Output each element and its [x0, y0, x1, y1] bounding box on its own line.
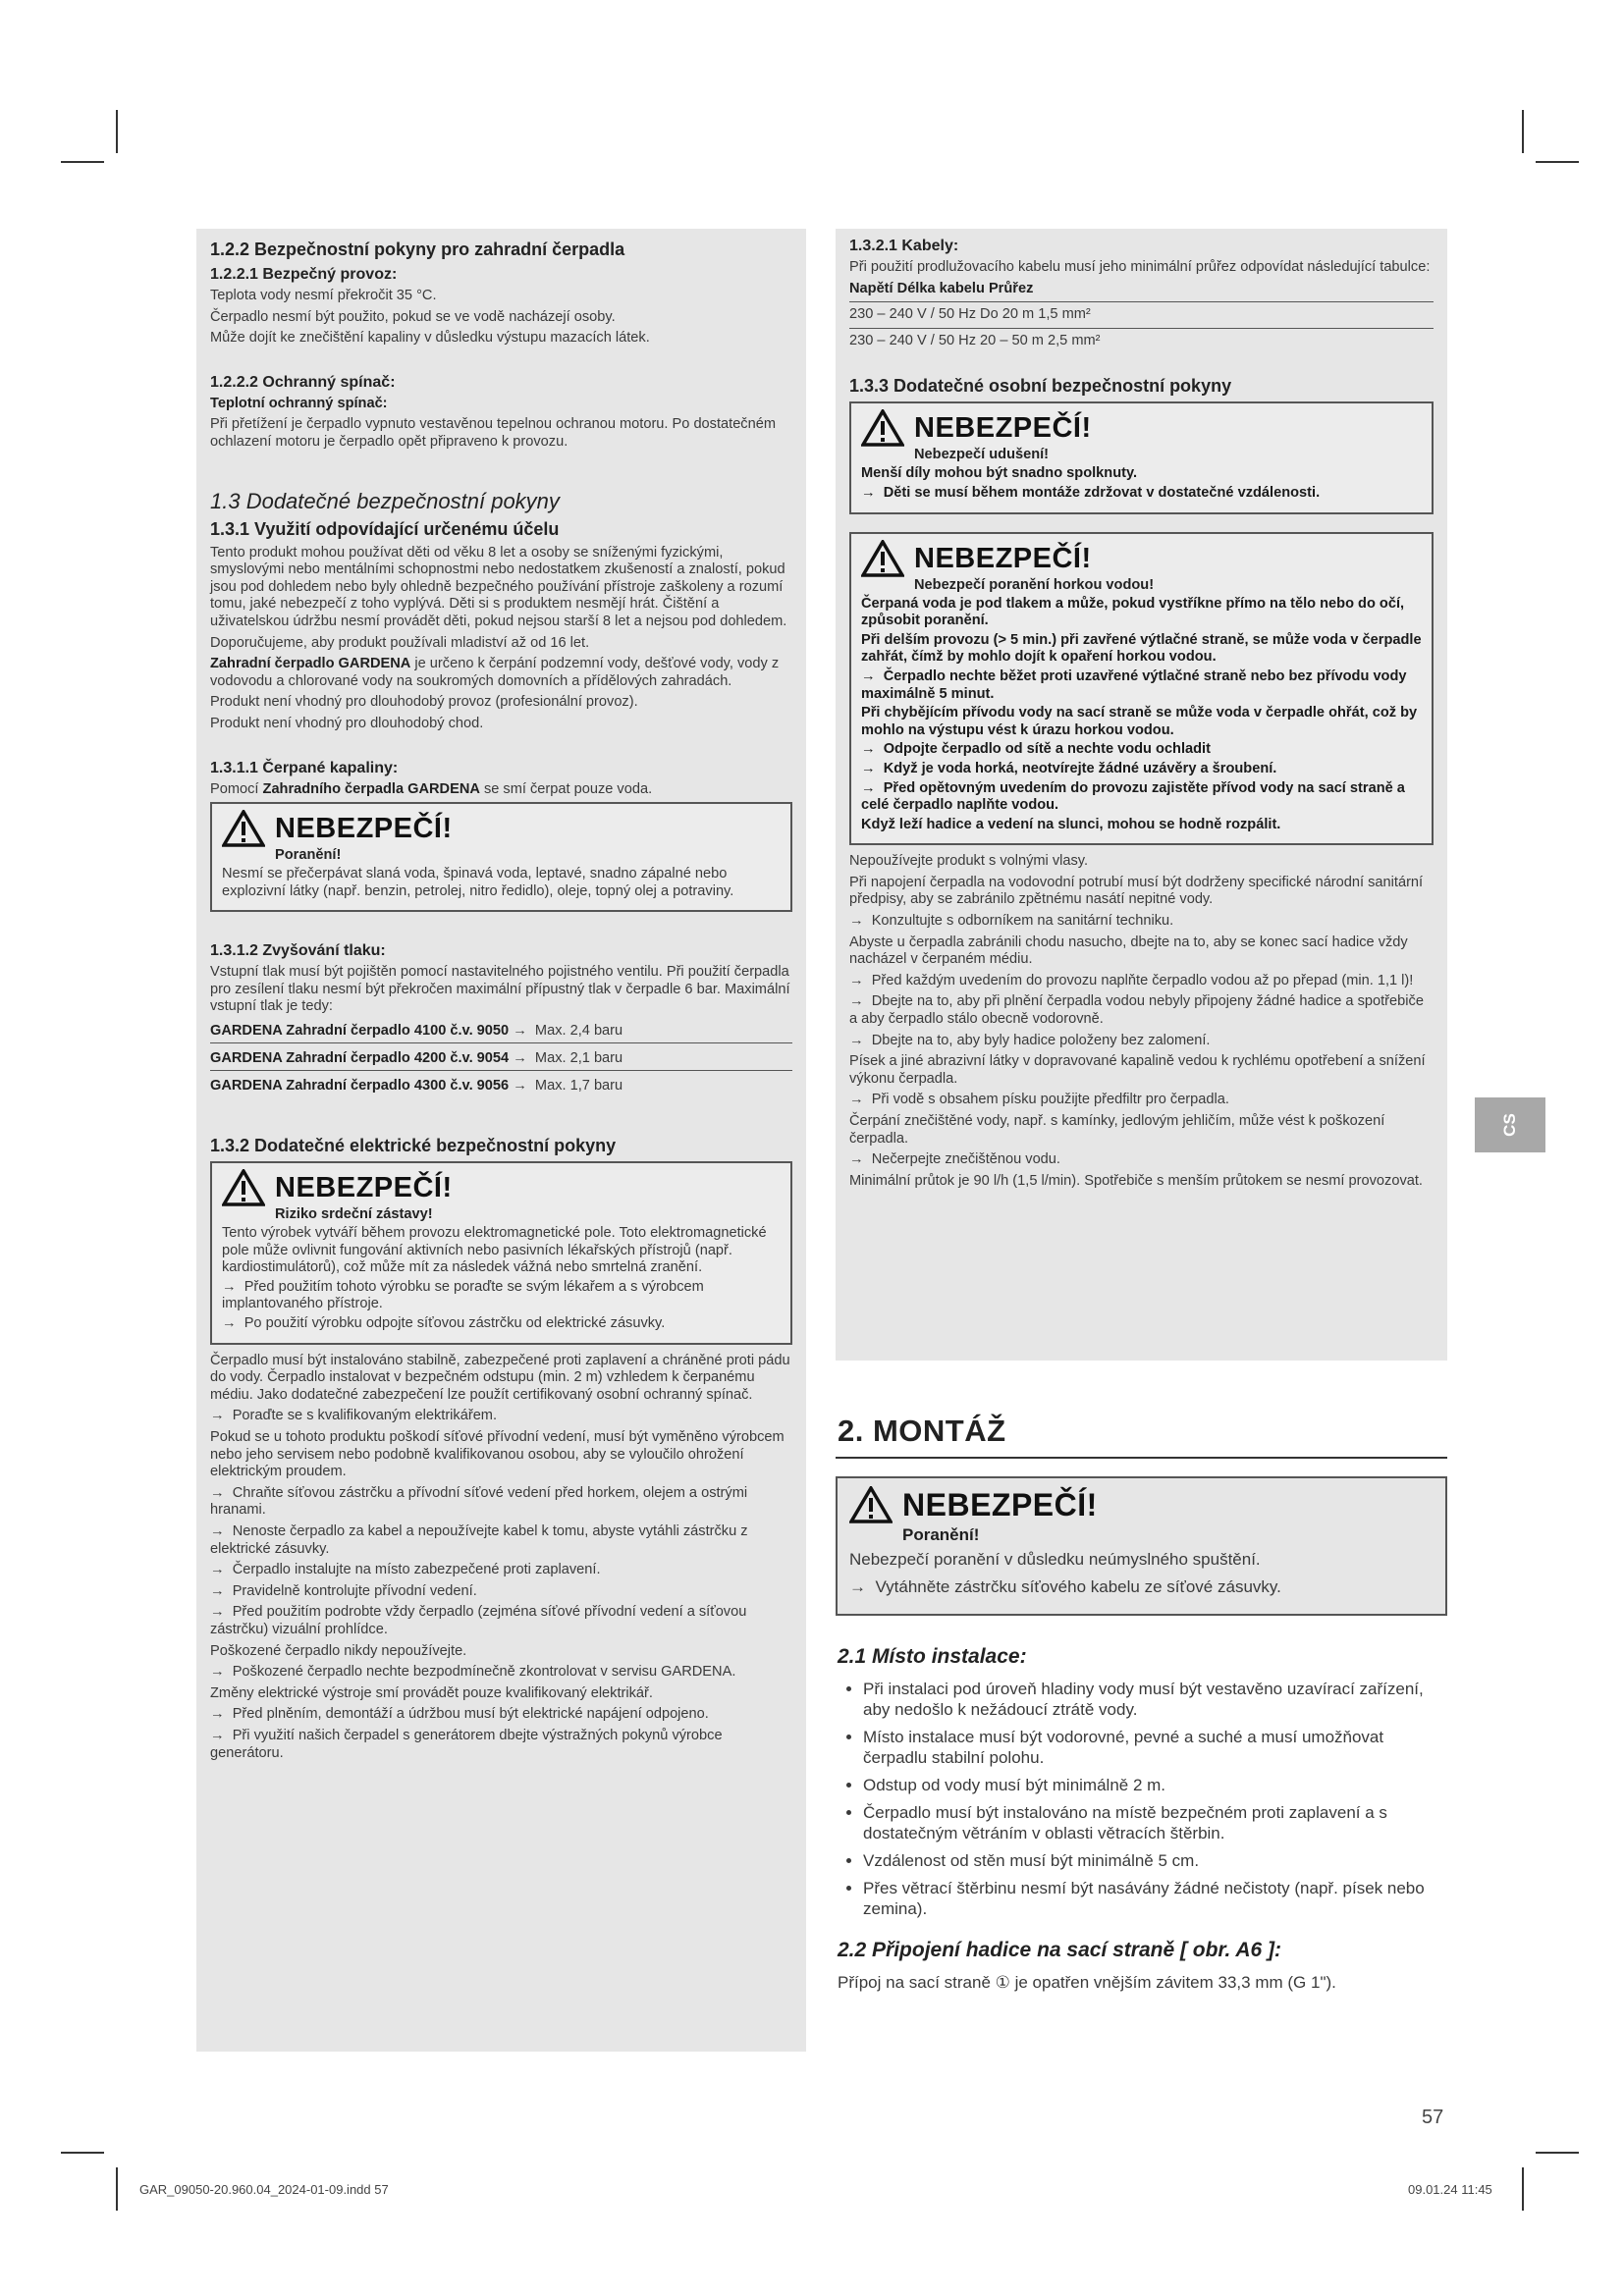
instruction: → Poraďte se s kvalifikovaným elektrikářem.: [210, 1408, 792, 1425]
list-item: • Vzdálenost od stěn musí být minimálně 5 cm.: [863, 1850, 1447, 1871]
installation-list: [836, 1679, 1447, 1919]
cable-table-header: Napětí Délka kabelu Průřez: [849, 280, 1034, 296]
paragraph: Zahradní čerpadlo GARDENA je určeno k čerpání podzemní vody, dešťové vody, vody z vodovodu a chlorované vody na soukromých domovních a přídělových zahradách.: [210, 656, 780, 689]
right-column: [836, 229, 1447, 1361]
footer-file-info: GAR_09050-20.960.04_2024-01-09.indd 57: [139, 2182, 389, 2197]
paragraph: Změny elektrické výstroje smí provádět pouze kvalifikovaný elektrikář.: [210, 1684, 653, 1701]
list-item: • Místo instalace musí být vodorovné, pevné a suché a musí umožňovat čerpadlu stabilní polohu.: [863, 1727, 1447, 1768]
cable-table-row: 230 – 240 V / 50 Hz 20 – 50 m 2,5 mm²: [849, 332, 1101, 348]
instruction: → Poškozené čerpadlo nechte bezpodmínečně zkontrolovat v servisu GARDENA.: [210, 1664, 792, 1682]
paragraph: Tento produkt mohou používat děti od věku 8 let a osoby se sníženými fyzickými, smyslovými nebo mentálními schopnostmi nebo nedostatkem zkušeností a znalostí, pokud jsou pod dohledem nebo byly ohledně bezpečného používání přístroje zaškoleny a rozumí tomu, jaké nebezpečí z toho vyplývá. Děti si s produktem nesmějí hrát. Čištění a uživatelskou údržbu nesmí provádět děti, pokud nejsou starší 8 let a nejsou pod dohledem.: [210, 544, 787, 629]
heading-1-3-2-1: 1.3.2.1 Kabely:: [849, 238, 959, 254]
danger-text: Když leží hadice a vedení na slunci, mohou se hodně rozpálit.: [861, 816, 1281, 832]
paragraph: Písek a jiné abrazivní látky v dopravované kapalině vedou k rychlému opotřebení a snížení výkonu čerpadla.: [849, 1053, 1426, 1087]
danger-title: NEBEZPEČÍ!: [275, 1172, 453, 1204]
paragraph: Produkt není vhodný pro dlouhodobý chod.: [210, 715, 484, 731]
list-item: • Přes větrací štěrbinu nesmí být nasávány žádné nečistoty (např. písek nebo zemina).: [863, 1878, 1447, 1919]
paragraph: Čerpání znečištěné vody, např. s kamínky, jedlovým jehličím, může vést k poškození čerpadla.: [849, 1113, 1385, 1147]
instruction: → Při využití našich čerpadel s generátorem dbejte výstražných pokynů výrobce generátoru.: [210, 1728, 792, 1762]
paragraph: Minimální průtok je 90 l/h (1,5 l/min). Spotřebiče s menším průtokem se nesmí provozovat.: [849, 1172, 1423, 1189]
danger-text: Čerpaná voda je pod tlakem a může, pokud vystříkne přímo na tělo nebo do očí, způsobit poranění.: [861, 595, 1405, 629]
danger-title: NEBEZPEČÍ!: [902, 1487, 1098, 1522]
left-column: [196, 229, 806, 2052]
warning-triangle-icon: [861, 540, 904, 577]
instruction: → Před použitím podrobte vždy čerpadlo (zejména síťové přívodní vedení a síťovou zástrčku) vizuální prohlídce.: [210, 1604, 792, 1638]
paragraph: Při přetížení je čerpadlo vypnuto vestavěnou tepelnou ochranou motoru. Po dostatečném ochlazení motoru je čerpadlo opět připraveno k provozu.: [210, 416, 776, 450]
subheading-thermal-switch: Teplotní ochranný spínač:: [210, 395, 388, 411]
danger-title: NEBEZPEČÍ!: [914, 542, 1092, 574]
heading-1-3-1: 1.3.1 Využití odpovídající určenému účelu: [210, 518, 560, 539]
danger-text: Nesmí se přečerpávat slaná voda, špinavá voda, leptavé, snadno zápalné nebo explozivní látky (např. benzin, petrolej, nitro ředidlo), oleje, topný olej a potraviny.: [222, 866, 734, 899]
heading-1-3-1-1: 1.3.1.1 Čerpané kapaliny:: [210, 759, 399, 776]
instruction: → Dbejte na to, aby byly hadice položeny bez zalomení.: [849, 1033, 1434, 1050]
heading-1-2-2-1: 1.2.2.1 Bezpečný provoz:: [210, 266, 398, 283]
paragraph: Poškozené čerpadlo nikdy nepoužívejte.: [210, 1642, 467, 1659]
danger-title: NEBEZPEČÍ!: [275, 813, 453, 845]
danger-box-cardiac: [210, 1161, 792, 1345]
instruction: → Pravidelně kontrolujte přívodní vedení.: [210, 1583, 792, 1601]
danger-instruction: → Po použití výrobku odpojte síťovou zástrčku od elektrické zásuvky.: [222, 1315, 781, 1333]
heading-1-3: 1.3 Dodatečné bezpečnostní pokyny: [210, 488, 560, 513]
cable-table: [849, 281, 1434, 350]
crop-mark: [1536, 2152, 1579, 2154]
list-item: • Odstup od vody musí být minimálně 2 m.: [863, 1775, 1447, 1795]
heading-2-2: 2.2 Připojení hadice na sací straně [ obr. A6 ]:: [838, 1939, 1282, 1961]
instruction: → Nenoste čerpadlo za kabel a nepoužívejte kabel k tomu, abyste vytáhli zástrčku z elektrické zásuvky.: [210, 1523, 792, 1558]
crop-mark: [1522, 110, 1524, 153]
instruction: → Nečerpejte znečištěnou vodu.: [849, 1151, 1434, 1169]
footer-timestamp: 09.01.24 11:45: [1408, 2182, 1492, 2197]
danger-text: Při delším provozu (> 5 min.) při zavřené výtlačné straně, se může voda v čerpadle zahřát, čímž by mohlo dojít k opaření horkou vodou.: [861, 631, 1422, 666]
danger-instruction: → Čerpadlo nechte běžet proti uzavřené výtlačné straně nebo bez přívodu vody maximálně 5 minut.: [861, 668, 1422, 703]
montaz-section: [836, 1414, 1447, 1994]
danger-text: Menší díly mohou být snadno spolknuty.: [861, 465, 1138, 482]
pump-row: GARDENA Zahradní čerpadlo 4200 č.v. 9054 → Max. 2,1 baru: [210, 1047, 792, 1071]
instruction: → Čerpadlo instalujte na místo zabezpečené proti zaplavení.: [210, 1562, 792, 1579]
heading-1-3-2: 1.3.2 Dodatečné elektrické bezpečnostní pokyny: [210, 1136, 617, 1156]
danger-instruction: → Vytáhněte zástrčku síťového kabelu ze síťové zásuvky.: [849, 1576, 1434, 1598]
crop-mark: [61, 2152, 104, 2154]
cable-table-row: 230 – 240 V / 50 Hz Do 20 m 1,5 mm²: [849, 306, 1091, 323]
heading-1-3-3: 1.3.3 Dodatečné osobní bezpečnostní pokyny: [849, 376, 1232, 397]
danger-title: NEBEZPEČÍ!: [914, 412, 1092, 445]
crop-mark: [61, 161, 104, 163]
danger-subtitle: Nebezpečí udušení!: [914, 447, 1050, 463]
paragraph: Může dojít ke znečištění kapaliny v důsledku výstupu mazacích látek.: [210, 330, 650, 347]
divider: [836, 1457, 1447, 1459]
danger-text: Při chybějícím přívodu vody na sací straně se může voda v čerpadle ohřát, což by mohlo na výstupu vést k úrazu horkou vodou.: [861, 705, 1418, 738]
paragraph: Vstupní tlak musí být pojištěn pomocí nastavitelného pojistného ventilu. Při použití čerpadla pro zesílení tlaku nesmí být překročen maximální přípustný tlak v čerpadle 6 bar. Maximální vstupní tlak je tedy:: [210, 964, 790, 1015]
instruction: → Chraňte síťovou zástrčku a přívodní síťové vedení před horkem, olejem a ostrými hranami.: [210, 1485, 792, 1520]
paragraph: Pokud se u tohoto produktu poškodí síťové přívodní vedení, musí být vyměněno výrobcem nebo jeho servisem nebo podobně kvalifikovanou osobou, aby se vyloučilo ohrožení elektrickým proudem.: [210, 1429, 785, 1480]
heading-2-1: 2.1 Místo instalace:: [838, 1645, 1027, 1668]
instruction: → Před každým uvedením do provozu naplňte čerpadlo vodou až po přepad (min. 1,1 l)!: [849, 973, 1434, 990]
warning-triangle-icon: [222, 1169, 265, 1206]
instruction: → Při vodě s obsahem písku použijte předfiltr pro čerpadla.: [849, 1092, 1434, 1109]
warning-triangle-icon: [222, 810, 265, 847]
paragraph: Nepoužívejte produkt s volnými vlasy.: [849, 853, 1089, 870]
crop-mark: [1536, 161, 1579, 163]
list-item: • Čerpadlo musí být instalováno na místě bezpečném proti zaplavení a s dostatečným větráním v oblasti větracích štěrbin.: [863, 1802, 1447, 1843]
instruction: → Konzultujte s odborníkem na sanitární techniku.: [849, 913, 1434, 931]
danger-instruction: → Když je voda horká, neotvírejte žádné uzávěry a šroubení.: [861, 761, 1422, 778]
paragraph: Doporučujeme, aby produkt používali mladiství až od 16 let.: [210, 634, 590, 651]
danger-subtitle: Poranění!: [902, 1525, 980, 1544]
crop-mark: [116, 110, 118, 153]
warning-triangle-icon: [861, 409, 904, 447]
page-number: 57: [1422, 2107, 1444, 2128]
danger-instruction: → Děti se musí během montáže zdržovat v dostatečné vzdálenosti.: [861, 485, 1422, 503]
danger-instruction: → Odpojte čerpadlo od sítě a nechte vodu ochladit: [861, 741, 1422, 759]
crop-mark: [116, 2167, 118, 2211]
danger-subtitle: Poranění!: [275, 847, 342, 864]
instruction: → Před plněním, demontáží a údržbou musí být elektrické napájení odpojeno.: [210, 1706, 792, 1724]
danger-box-hot-water: [849, 532, 1434, 846]
pump-pressure-table: [210, 1020, 792, 1097]
danger-instruction: → Před použitím tohoto výrobku se poraďte se svým lékařem a s výrobcem implantovaného přístroje.: [222, 1279, 781, 1313]
list-item: • Při instalaci pod úroveň hladiny vody musí být vestavěno uzavírací zařízení, aby nedošlo k nežádoucí ztrátě vody.: [863, 1679, 1447, 1720]
paragraph: Teplota vody nesmí překročit 35 °C.: [210, 288, 437, 303]
danger-box-unintended-start: [836, 1476, 1447, 1616]
paragraph: Při použití prodlužovacího kabelu musí jeho minimální průřez odpovídat následující tabulce:: [849, 259, 1431, 275]
paragraph: Čerpadlo nesmí být použito, pokud se ve vodě nacházejí osoby.: [210, 308, 616, 325]
section-heading-montaz: 2. MONTÁŽ: [838, 1414, 1006, 1448]
heading-1-3-1-2: 1.3.1.2 Zvyšování tlaku:: [210, 942, 386, 960]
language-tab-cs: CS: [1475, 1097, 1545, 1152]
danger-box-injury: [210, 802, 792, 912]
danger-subtitle: Riziko srdeční zástavy!: [275, 1206, 433, 1223]
crop-mark: [1522, 2167, 1524, 2211]
instruction: → Dbejte na to, aby při plnění čerpadla vodou nebyly připojeny žádné hadice a spotřebiče a aby čerpadlo stálo obecně vodorovně.: [849, 993, 1434, 1028]
paragraph: Abyste u čerpadla zabránili chodu nasucho, dbejte na to, aby se konec sací hadice vždy nacházel v čerpaném médiu.: [849, 934, 1408, 968]
danger-box-suffocation: [849, 401, 1434, 513]
heading-1-2-2: 1.2.2 Bezpečnostní pokyny pro zahradní čerpadla: [210, 240, 625, 259]
danger-text: Tento výrobek vytváří během provozu elektromagnetické pole. Toto elektromagnetické pole může ovlivnit fungování aktivních nebo pasivních lékařských přístrojů (např. kardiostimulátorů), což může mít za následek vážná nebo smrtelná zranění.: [222, 1225, 767, 1276]
paragraph: Pomocí Zahradního čerpadla GARDENA se smí čerpat pouze voda.: [210, 780, 653, 797]
paragraph: Přípoj na sací straně ① je opatřen vnějším závitem 33,3 mm (G 1").: [838, 1973, 1336, 1992]
paragraph: Produkt není vhodný pro dlouhodobý provoz (profesionální provoz).: [210, 694, 638, 711]
danger-text: Nebezpečí poranění v důsledku neúmyslného spuštění.: [849, 1550, 1261, 1569]
danger-subtitle: Nebezpečí poranění horkou vodou!: [914, 576, 1155, 593]
paragraph: Při napojení čerpadla na vodovodní potrubí musí být dodrženy specifické národní sanitární předpisy, aby se zabránilo zpětnému nasátí nepitné vody.: [849, 874, 1424, 908]
heading-1-2-2-2: 1.2.2.2 Ochranný spínač:: [210, 373, 396, 391]
warning-triangle-icon: [849, 1486, 893, 1523]
paragraph: Čerpadlo musí být instalováno stabilně, zabezpečené proti zaplavení a chráněné proti pádu do vody. Čerpadlo instalovat v bezpečném odstupu (min. 2 m) vzhledem k čerpanému médiu. Jako dodatečné zabezpečení lze použít certifikovaný osobní ochranný spínač.: [210, 1352, 790, 1403]
pump-row: GARDENA Zahradní čerpadlo 4100 č.v. 9050 → Max. 2,4 baru: [210, 1020, 792, 1043]
danger-instruction: → Před opětovným uvedením do provozu zajistěte přívod vody na sací straně a celé čerpadlo naplňte vodou.: [861, 780, 1422, 815]
pump-row: GARDENA Zahradní čerpadlo 4300 č.v. 9056 → Max. 1,7 baru: [210, 1075, 792, 1097]
